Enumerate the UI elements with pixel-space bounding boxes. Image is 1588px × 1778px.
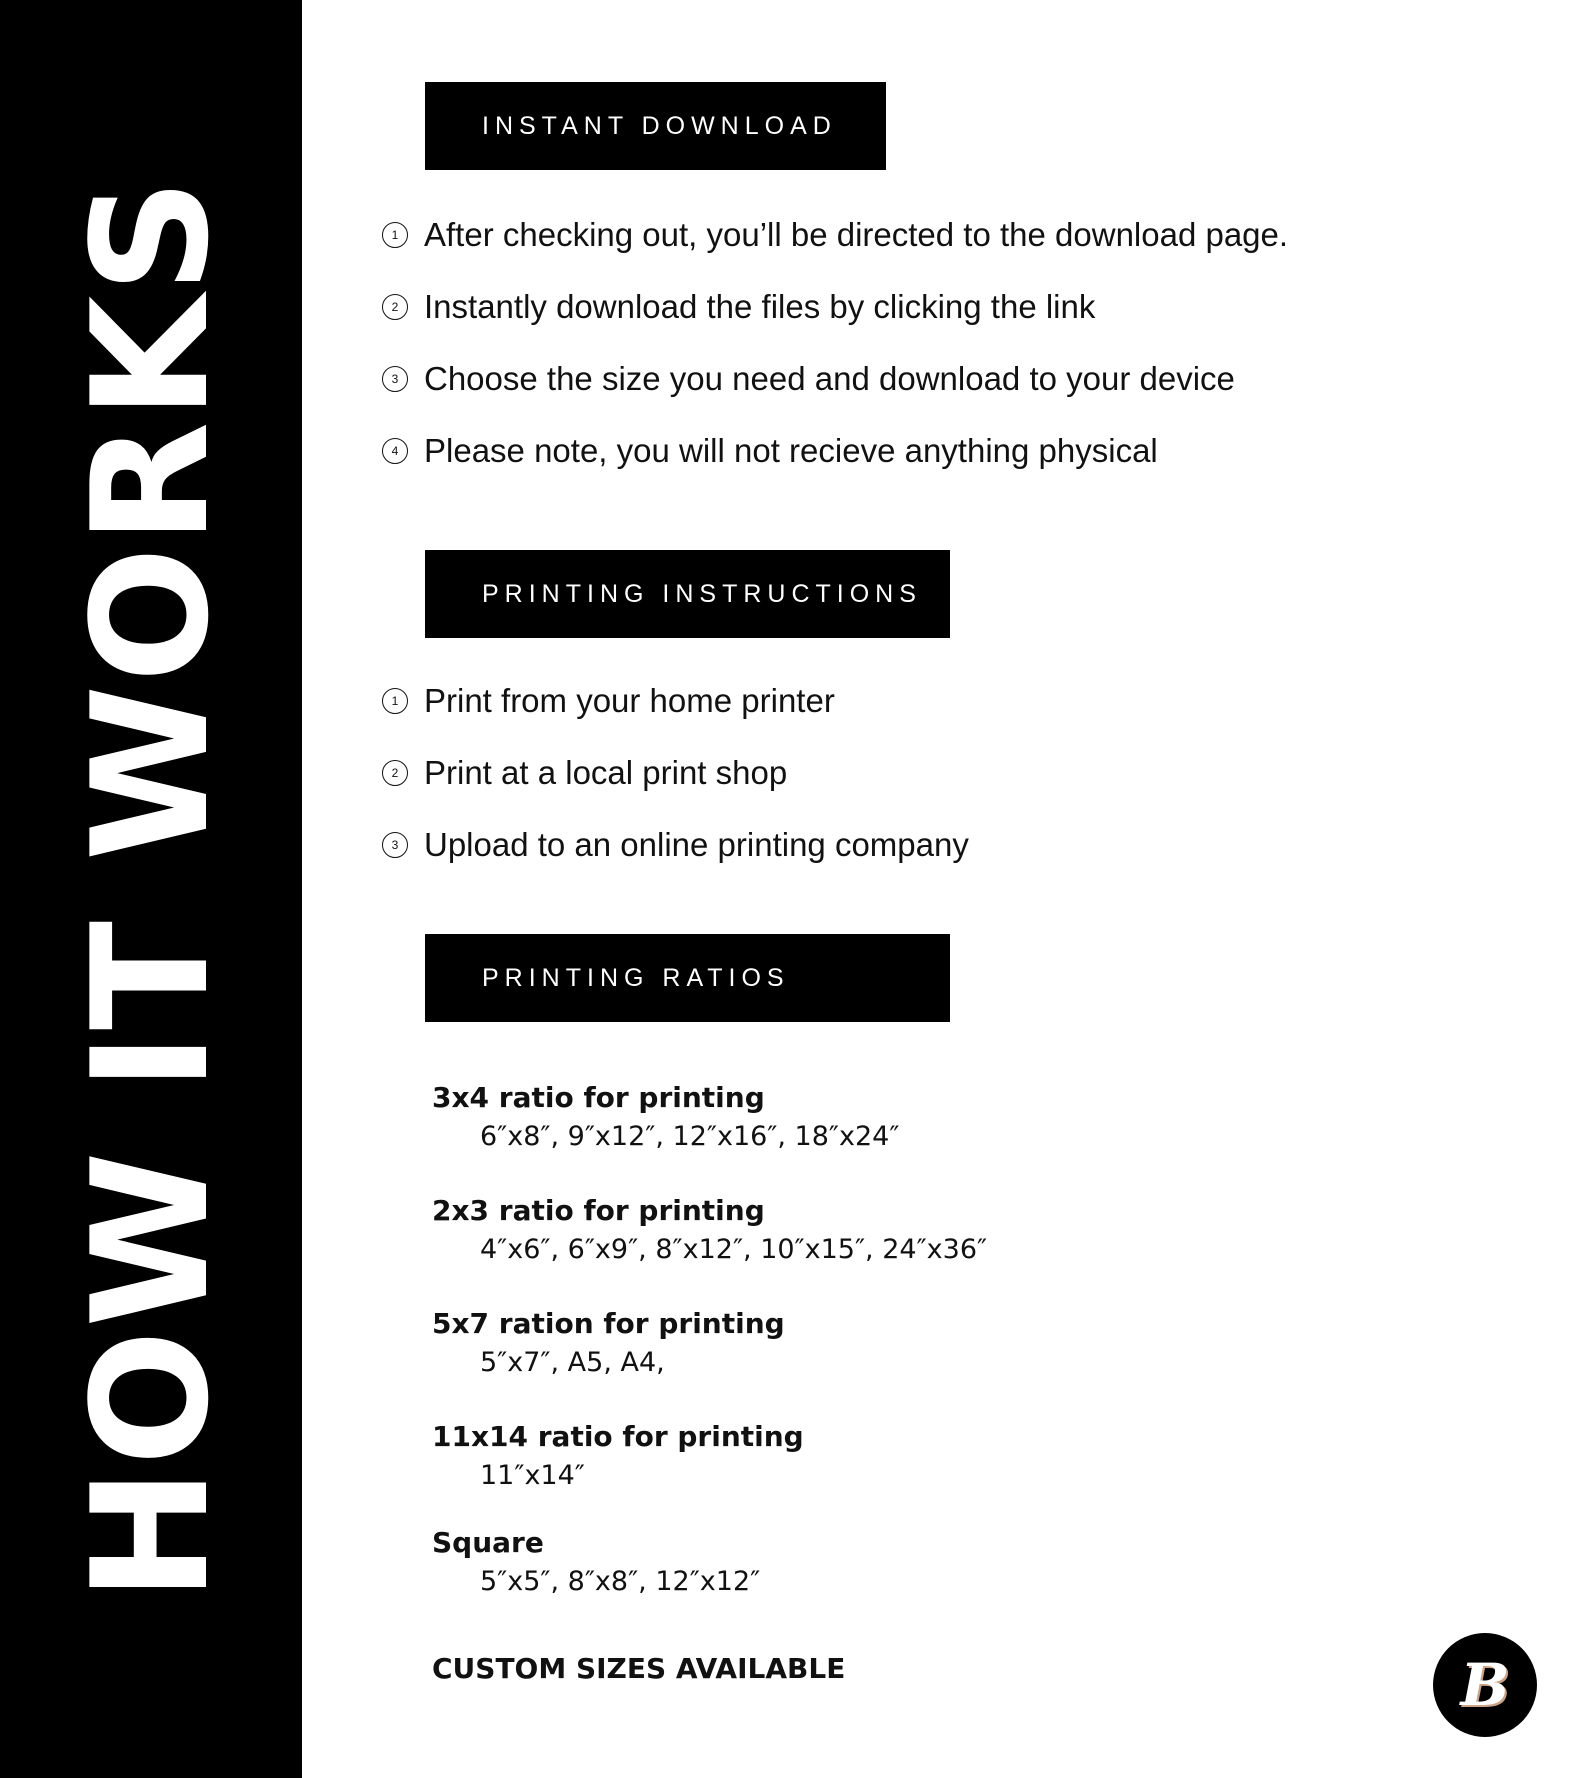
instant-download-header bbox=[425, 82, 886, 170]
list-item bbox=[432, 1191, 987, 1304]
list-item bbox=[432, 1078, 987, 1191]
list-item bbox=[382, 737, 969, 809]
step-number-badge: 2 bbox=[382, 760, 408, 786]
step-text: Print from your home printer bbox=[424, 682, 835, 719]
ratio-sizes: 5″x5″, 8″x8″, 12″x12″ bbox=[480, 1566, 761, 1597]
step-number-badge: 3 bbox=[382, 832, 408, 858]
step-number-badge: 2 bbox=[382, 294, 408, 320]
printing-ratios-list bbox=[432, 1078, 987, 1636]
ratio-sizes: 11″x14″ bbox=[480, 1460, 585, 1491]
list-item bbox=[432, 1417, 987, 1523]
step-text: Upload to an online printing company bbox=[424, 826, 969, 863]
sidebar-banner bbox=[0, 0, 302, 1778]
step-number-badge: 1 bbox=[382, 688, 408, 714]
list-item bbox=[382, 343, 1288, 415]
list-item bbox=[382, 415, 1288, 487]
brand-logo bbox=[1433, 1633, 1537, 1737]
ratio-sizes: 6″x8″, 9″x12″, 12″x16″, 18″x24″ bbox=[480, 1121, 900, 1152]
ratio-title: 11x14 ratio for printing bbox=[432, 1420, 804, 1453]
printing-instructions-header bbox=[425, 550, 950, 638]
step-number-badge: 3 bbox=[382, 366, 408, 392]
list-item bbox=[382, 809, 969, 881]
list-item bbox=[382, 665, 969, 737]
instant-download-header-label: INSTANT DOWNLOAD bbox=[482, 111, 837, 140]
printing-instructions-header-label: PRINTING INSTRUCTIONS bbox=[482, 579, 922, 608]
step-text: Please note, you will not recieve anything physical bbox=[424, 432, 1158, 469]
step-number-badge: 1 bbox=[382, 222, 408, 248]
instant-download-steps bbox=[382, 199, 1288, 487]
list-item bbox=[432, 1304, 987, 1417]
step-text: Print at a local print shop bbox=[424, 754, 788, 791]
step-number-badge: 4 bbox=[382, 438, 408, 464]
step-text: After checking out, you’ll be directed to the download page. bbox=[424, 216, 1289, 253]
list-item bbox=[382, 199, 1288, 271]
how-it-works-title: HOW IT WORKS bbox=[57, 176, 244, 1602]
ratio-title: 2x3 ratio for printing bbox=[432, 1194, 765, 1227]
ratio-title: Square bbox=[432, 1526, 544, 1559]
printing-instructions-steps bbox=[382, 665, 969, 881]
ratio-title: 5x7 ration for printing bbox=[432, 1307, 785, 1340]
step-text: Choose the size you need and download to your device bbox=[424, 360, 1235, 397]
printing-ratios-header bbox=[425, 934, 950, 1022]
ratio-title: 3x4 ratio for printing bbox=[432, 1081, 765, 1114]
printing-ratios-header-label: PRINTING RATIOS bbox=[482, 963, 790, 992]
ratio-sizes: 4″x6″, 6″x9″, 8″x12″, 10″x15″, 24″x36″ bbox=[480, 1234, 988, 1265]
list-item bbox=[432, 1523, 987, 1636]
step-text: Instantly download the files by clicking the link bbox=[424, 288, 1096, 325]
list-item bbox=[382, 271, 1288, 343]
ratio-sizes: 5″x7″, A5, A4, bbox=[480, 1347, 665, 1378]
logo-letter-icon: B bbox=[1460, 1651, 1510, 1719]
custom-sizes-note: CUSTOM SIZES AVAILABLE bbox=[432, 1652, 846, 1685]
